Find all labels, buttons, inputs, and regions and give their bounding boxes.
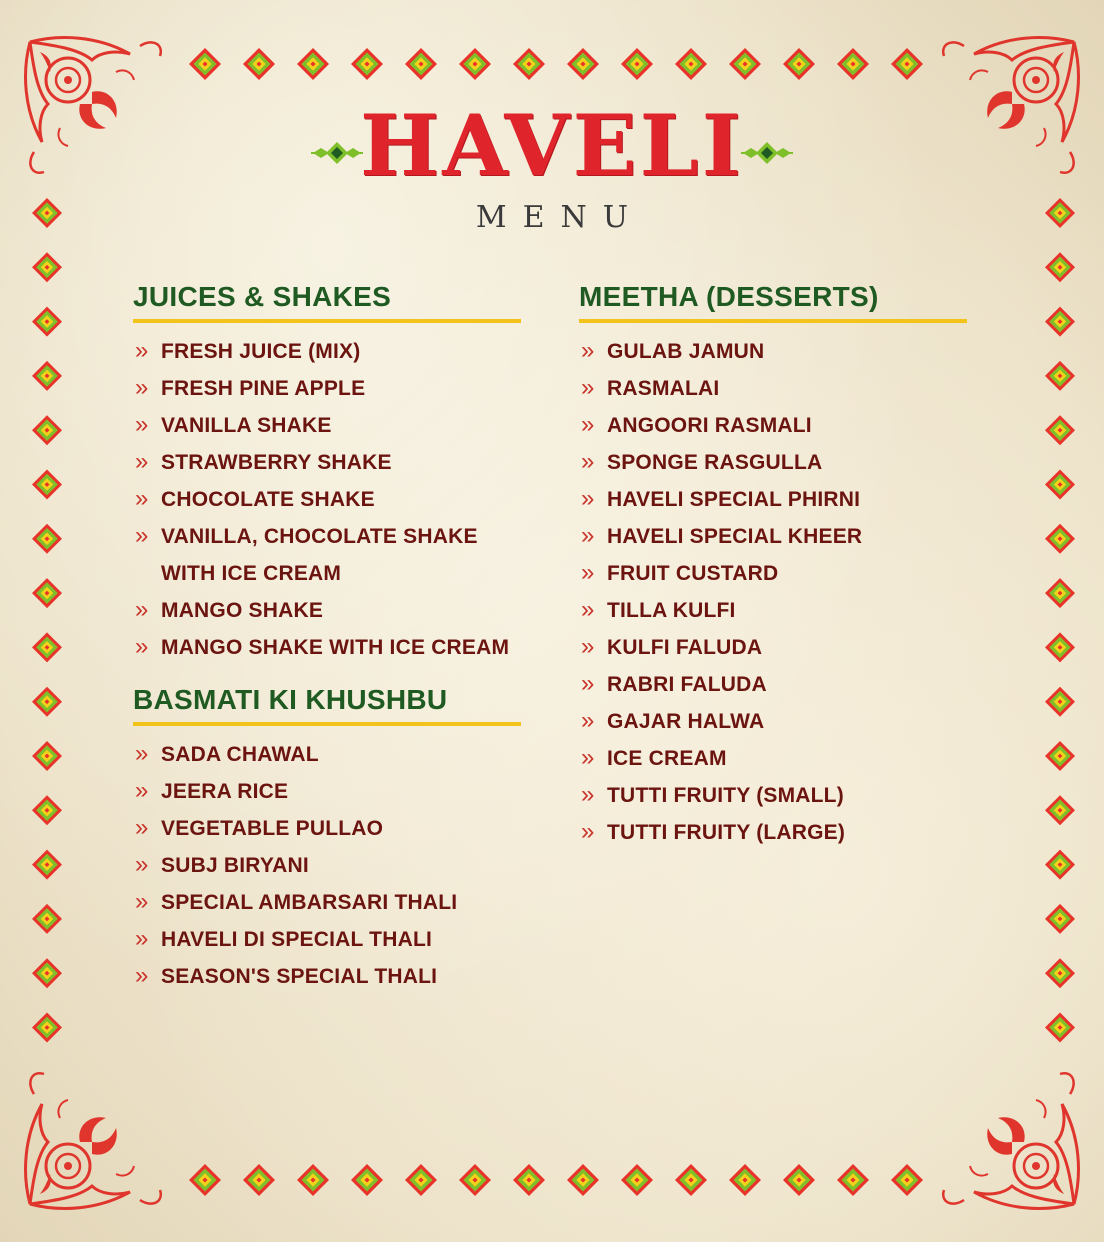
- menu-item: » SPECIAL AMBARSARI THALI: [133, 884, 521, 921]
- menu-item: » HAVELI SPECIAL KHEER: [579, 518, 967, 555]
- menu-item: » SEASON'S SPECIAL THALI: [133, 958, 521, 995]
- diamond-motif-icon: [1045, 524, 1075, 554]
- diamond-motif-icon: [1045, 307, 1075, 337]
- double-chevron-icon: »: [135, 740, 149, 767]
- diamond-motif-icon: [32, 850, 62, 880]
- menu-item: » VANILLA SHAKE: [133, 407, 521, 444]
- diamond-motif-icon: [405, 1164, 437, 1196]
- diamond-motif-icon: [32, 1013, 62, 1043]
- menu-item: » CHOCOLATE SHAKE: [133, 481, 521, 518]
- diamond-motif-icon: [32, 687, 62, 717]
- menu-item: » TILLA KULFI: [579, 592, 967, 629]
- section-heading: MEETHA (DESSERTS): [579, 283, 967, 323]
- double-chevron-icon: »: [135, 777, 149, 804]
- diamond-motif-icon: [675, 48, 707, 80]
- right-column: [579, 283, 967, 851]
- diamond-motif-icon: [891, 48, 923, 80]
- double-chevron-icon: »: [581, 337, 595, 364]
- diamond-motif-icon: [567, 1164, 599, 1196]
- menu-item: » VEGETABLE PULLAO: [133, 810, 521, 847]
- diamond-motif-icon: [837, 1164, 869, 1196]
- diamond-motif-icon: [891, 1164, 923, 1196]
- item-list: [133, 736, 521, 995]
- menu-item: » HAVELI DI SPECIAL THALI: [133, 921, 521, 958]
- diamond-motif-icon: [1045, 632, 1075, 662]
- menu-item: » RABRI FALUDA: [579, 666, 967, 703]
- diamond-motif-icon: [32, 741, 62, 771]
- item-list: [133, 333, 521, 666]
- diamond-motif-icon: [32, 632, 62, 662]
- menu-item: » HAVELI SPECIAL PHIRNI: [579, 481, 967, 518]
- double-chevron-icon: »: [135, 633, 149, 660]
- diamond-motif-icon: [32, 361, 62, 391]
- diamond-motif-icon: [297, 48, 329, 80]
- diamond-motif-icon: [783, 48, 815, 80]
- diamond-motif-icon: [1045, 795, 1075, 825]
- menu-item: » FRUIT CUSTARD: [579, 555, 967, 592]
- menu-item: » SPONGE RASGULLA: [579, 444, 967, 481]
- diamond-motif-icon: [297, 1164, 329, 1196]
- menu-item: » KULFI FALUDA: [579, 629, 967, 666]
- double-chevron-icon: »: [135, 522, 149, 549]
- double-chevron-icon: »: [581, 559, 595, 586]
- double-chevron-icon: »: [581, 448, 595, 475]
- menu-item: » SUBJ BIRYANI: [133, 847, 521, 884]
- diamond-motif-icon: [1045, 470, 1075, 500]
- double-chevron-icon: »: [581, 522, 595, 549]
- double-chevron-icon: »: [581, 744, 595, 771]
- diamond-motif-icon: [32, 470, 62, 500]
- section-heading: JUICES & SHAKES: [133, 283, 521, 323]
- item-list: [579, 333, 967, 851]
- menu-item: » RASMALAI: [579, 370, 967, 407]
- double-chevron-icon: »: [135, 485, 149, 512]
- menu-item: » MANGO SHAKE WITH ICE CREAM: [133, 629, 521, 666]
- section-meetha-desserts: [579, 283, 967, 851]
- menu-item: » GAJAR HALWA: [579, 703, 967, 740]
- double-chevron-icon: »: [581, 596, 595, 623]
- menu-item: » FRESH PINE APPLE: [133, 370, 521, 407]
- diamond-motif-icon: [1045, 687, 1075, 717]
- menu-item: » JEERA RICE: [133, 773, 521, 810]
- menu-item: » ICE CREAM: [579, 740, 967, 777]
- double-chevron-icon: »: [581, 670, 595, 697]
- diamond-motif-icon: [621, 1164, 653, 1196]
- diamond-motif-icon: [459, 48, 491, 80]
- section-basmati-ki-khushbu: [133, 686, 521, 995]
- double-chevron-icon: »: [581, 485, 595, 512]
- diamond-motif-icon: [837, 48, 869, 80]
- diamond-motif-icon: [351, 48, 383, 80]
- section-juices-shakes: [133, 283, 521, 666]
- menu-item: » TUTTI FRUITY (SMALL): [579, 777, 967, 814]
- menu-item-continuation: WITH ICE CREAM: [161, 562, 342, 585]
- double-chevron-icon: »: [135, 596, 149, 623]
- double-chevron-icon: »: [135, 411, 149, 438]
- diamond-motif-icon: [32, 524, 62, 554]
- diamond-motif-icon: [1045, 1013, 1075, 1043]
- left-column: [133, 283, 521, 995]
- diamond-motif-icon: [1045, 741, 1075, 771]
- double-chevron-icon: »: [135, 448, 149, 475]
- menu-item: » MANGO SHAKE: [133, 592, 521, 629]
- double-chevron-icon: »: [135, 814, 149, 841]
- diamond-motif-icon: [32, 958, 62, 988]
- diamond-motif-icon: [243, 1164, 275, 1196]
- double-chevron-icon: »: [135, 962, 149, 989]
- diamond-motif-icon: [675, 1164, 707, 1196]
- diamond-motif-icon: [405, 48, 437, 80]
- diamond-motif-icon: [32, 307, 62, 337]
- section-heading: BASMATI KI KHUSHBU: [133, 686, 521, 726]
- diamond-motif-icon: [513, 48, 545, 80]
- paisley-corner-icon: [26, 1073, 161, 1208]
- double-chevron-icon: »: [581, 374, 595, 401]
- menu-item: » FRESH JUICE (MIX): [133, 333, 521, 370]
- diamond-motif-icon: [459, 1164, 491, 1196]
- diamond-motif-icon: [32, 578, 62, 608]
- restaurant-title: HAVELI: [360, 96, 744, 195]
- double-chevron-icon: »: [135, 851, 149, 878]
- menu-item: » STRAWBERRY SHAKE: [133, 444, 521, 481]
- diamond-motif-icon: [1045, 361, 1075, 391]
- diamond-motif-icon: [1045, 415, 1075, 445]
- diamond-motif-icon: [1045, 850, 1075, 880]
- diamond-motif-icon: [243, 48, 275, 80]
- diamond-motif-icon: [1045, 904, 1075, 934]
- diamond-motif-icon: [621, 48, 653, 80]
- diamond-motif-icon: [783, 1164, 815, 1196]
- double-chevron-icon: »: [135, 337, 149, 364]
- diamond-motif-icon: [189, 1164, 221, 1196]
- double-chevron-icon: »: [581, 707, 595, 734]
- diamond-motif-icon: [32, 252, 62, 282]
- menu-item: » ANGOORI RASMALI: [579, 407, 967, 444]
- diamond-motif-icon: [189, 48, 221, 80]
- menu-item: » VANILLA, CHOCOLATE SHAKE: [133, 518, 521, 555]
- double-chevron-icon: »: [581, 818, 595, 845]
- diamond-motif-icon: [1045, 252, 1075, 282]
- diamond-motif-icon: [32, 415, 62, 445]
- diamond-motif-icon: [513, 1164, 545, 1196]
- menu-item: » GULAB JAMUN: [579, 333, 967, 370]
- diamond-motif-icon: [729, 48, 761, 80]
- diamond-motif-icon: [729, 1164, 761, 1196]
- diamond-motif-icon: [32, 904, 62, 934]
- double-chevron-icon: »: [581, 633, 595, 660]
- double-chevron-icon: »: [135, 925, 149, 952]
- diamond-motif-icon: [1045, 958, 1075, 988]
- diamond-motif-icon: [567, 48, 599, 80]
- paisley-corner-icon: [943, 1073, 1078, 1208]
- menu-item: » TUTTI FRUITY (LARGE): [579, 814, 967, 851]
- menu-subtitle: MENU: [475, 200, 645, 235]
- double-chevron-icon: »: [135, 374, 149, 401]
- double-chevron-icon: »: [135, 888, 149, 915]
- double-chevron-icon: »: [581, 411, 595, 438]
- diamond-motif-icon: [1045, 578, 1075, 608]
- diamond-motif-icon: [351, 1164, 383, 1196]
- double-chevron-icon: »: [581, 781, 595, 808]
- diamond-motif-icon: [32, 795, 62, 825]
- menu-item: » SADA CHAWAL: [133, 736, 521, 773]
